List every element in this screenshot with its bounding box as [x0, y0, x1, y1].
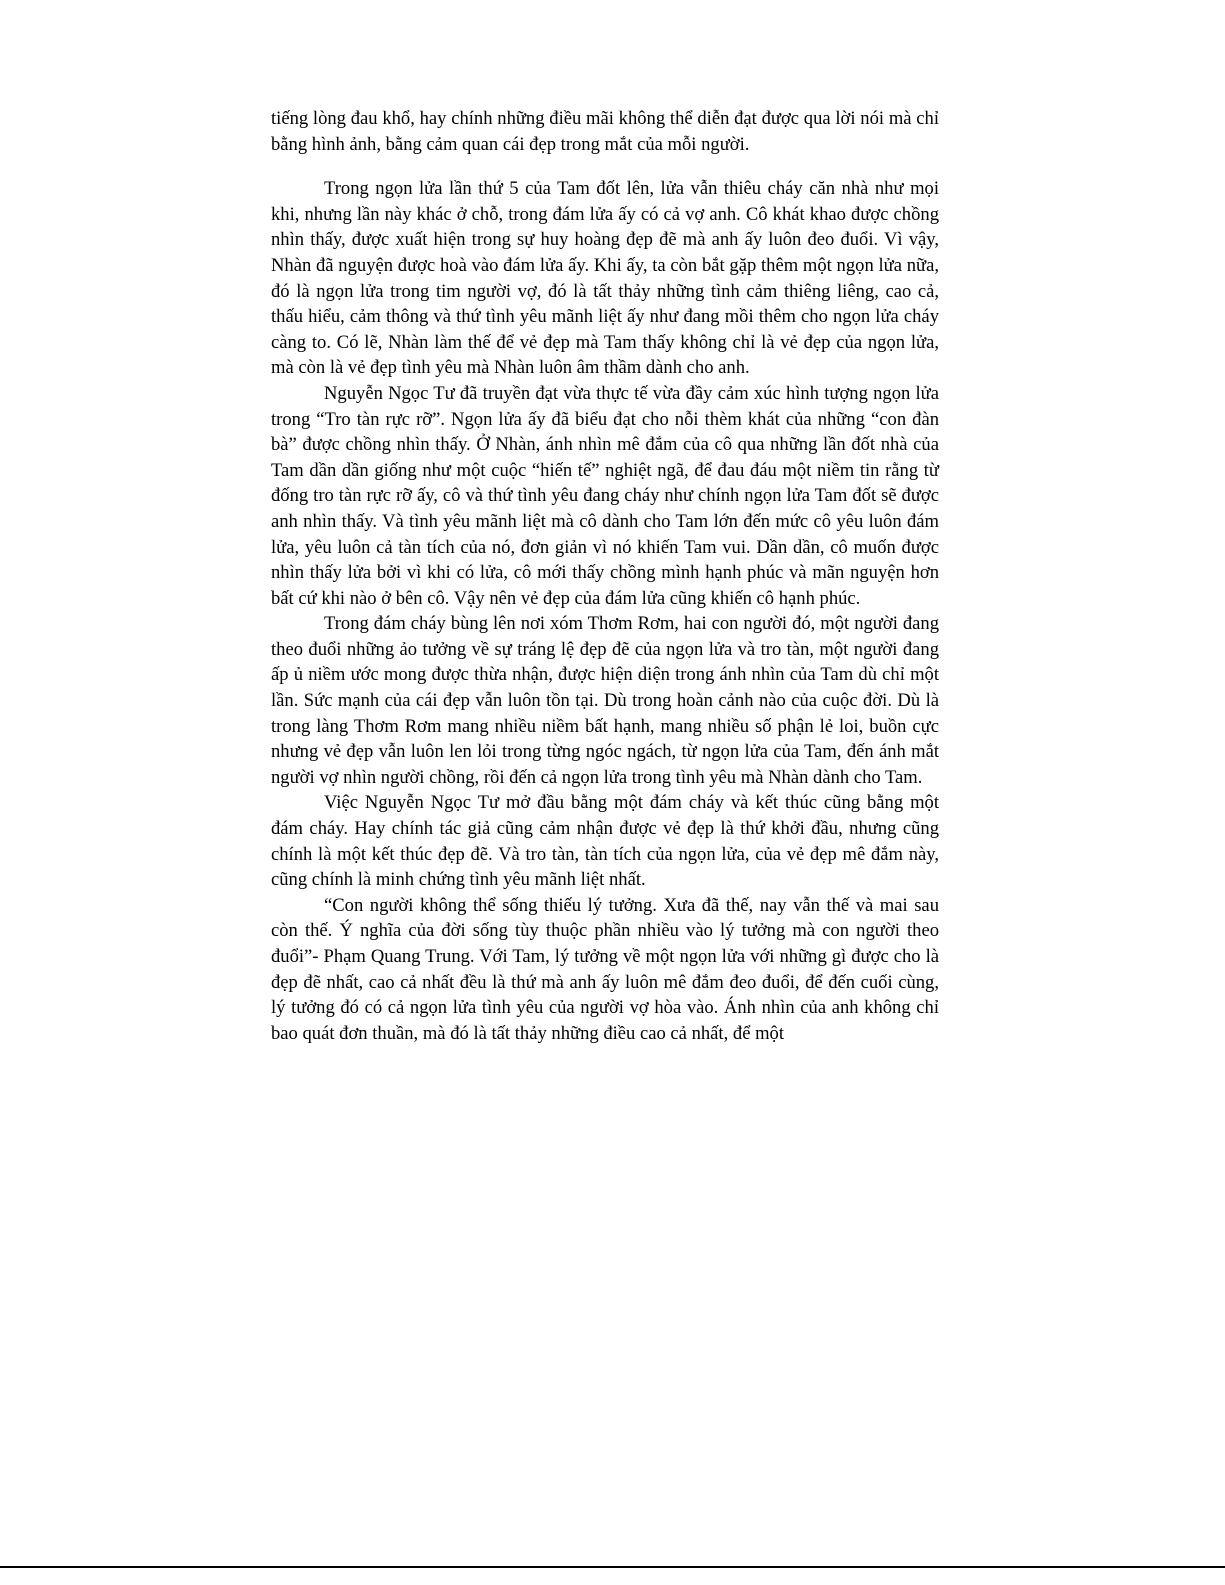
- paragraph-2: Trong ngọn lửa lần thứ 5 của Tam đốt lên, lửa vẫn thiêu cháy căn nhà như mọi khi, nhưng lần này khác ở chỗ, trong đám lửa ấy có cả vợ anh. Cô khát khao được chồng nhìn thấy, được xuất hiện trong sự huy hoàng đẹp đẽ mà anh ấy luôn đeo đuổi. Vì vậy, Nhàn đã nguyện được hoà vào đám lửa ấy. Khi ấy, ta còn bắt gặp thêm một ngọn lửa nữa, đó là ngọn lửa trong tim người vợ, đó là tất thảy những tình cảm thiêng liêng, cao cả, thấu hiểu, cảm thông và thứ tình yêu mãnh liệt ấy như đang mồi thêm cho ngọn lửa cháy càng to. Có lẽ, Nhàn làm thế để vẻ đẹp mà Tam thấy không chỉ là vẻ đẹp của ngọn lửa, mà còn là vẻ đẹp tình yêu mà Nhàn luôn âm thầm dành cho anh.: [271, 178, 939, 379]
- document-page: [271, 106, 939, 1046]
- paragraph-3: Nguyễn Ngọc Tư đã truyền đạt vừa thực tế vừa đầy cảm xúc hình tượng ngọn lửa trong “Tro tàn rực rỡ”. Ngọn lửa ấy đã biểu đạt cho nỗi thèm khát của những “con đàn bà” được chồng nhìn thấy. Ở Nhàn, ánh nhìn mê đắm của cô qua những lần đốt nhà của Tam dần dần giống như một cuộc “hiến tế” nghiệt ngã, để đau đáu một niềm tin rằng từ đống tro tàn rực rỡ ấy, cô và thứ tình yêu đang cháy như chính ngọn lửa Tam đốt sẽ được anh nhìn thấy. Và tình yêu mãnh liệt mà cô dành cho Tam lớn đến mức cô yêu luôn đám lửa, yêu luôn cả tàn tích của nó, đơn giản vì nó khiến Tam vui. Dần dần, cô muốn được nhìn thấy lửa bởi vì khi có lửa, cô mới thấy chồng mình hạnh phúc và mãn nguyện hơn bất cứ khi nào ở bên cô. Vậy nên vẻ đẹp của đám lửa cũng khiến cô hạnh phúc.: [271, 382, 939, 609]
- paragraph-6: “Con người không thể sống thiếu lý tưởng. Xưa đã thế, nay vẫn thế và mai sau còn thế. Ý nghĩa của đời sống tùy thuộc phần nhiều vào lý tưởng mà con người theo đuổi”- Phạm Quang Trung. Với Tam, lý tưởng về một ngọn lửa với những gì được cho là đẹp đẽ nhất, cao cả nhất đều là thứ mà anh ấy luôn mê đắm đeo đuổi, để đến cuối cùng, lý tưởng đó có cả ngọn lửa tình yêu của người vợ hòa vào. Ánh nhìn của anh không chỉ bao quát đơn thuần, mà đó là tất thảy những điều cao cả nhất, để một: [271, 894, 939, 1044]
- paragraph-4: Trong đám cháy bùng lên nơi xóm Thơm Rơm, hai con người đó, một người đang theo đuổi những ảo tưởng về sự tráng lệ đẹp đẽ của ngọn lửa và tro tàn, một người đang ấp ủ niềm ước mong được thừa nhận, được hiện diện trong ánh nhìn của Tam dù chỉ một lần. Sức mạnh của cái đẹp vẫn luôn tồn tại. Dù trong hoàn cảnh nào của cuộc đời. Dù là trong làng Thơm Rơm mang nhiều niềm bất hạnh, mang nhiều số phận lẻ loi, buồn cực nhưng vẻ đẹp vẫn luôn len lỏi trong từng ngóc ngách, từ ngọn lửa của Tam, đến ánh mắt người vợ nhìn người chồng, rồi đến cả ngọn lửa trong tình yêu mà Nhàn dành cho Tam.: [271, 613, 939, 788]
- paragraph-5: Việc Nguyễn Ngọc Tư mở đầu bằng một đám cháy và kết thúc cũng bằng một đám cháy. Hay chính tác giả cũng cảm nhận được vẻ đẹp là thứ khởi đầu, nhưng cũng chính là một kết thúc đẹp đẽ. Và tro tàn, tàn tích của ngọn lửa, của vẻ đẹp mê đắm này, cũng chính là minh chứng tình yêu mãnh liệt nhất.: [271, 792, 939, 891]
- paragraph-1: tiếng lòng đau khổ, hay chính những điều mãi không thể diễn đạt được qua lời nói mà chỉ bằng hình ảnh, bằng cảm quan cái đẹp trong mắt của mỗi người.: [271, 108, 939, 155]
- page-bottom-border: [0, 1566, 1225, 1568]
